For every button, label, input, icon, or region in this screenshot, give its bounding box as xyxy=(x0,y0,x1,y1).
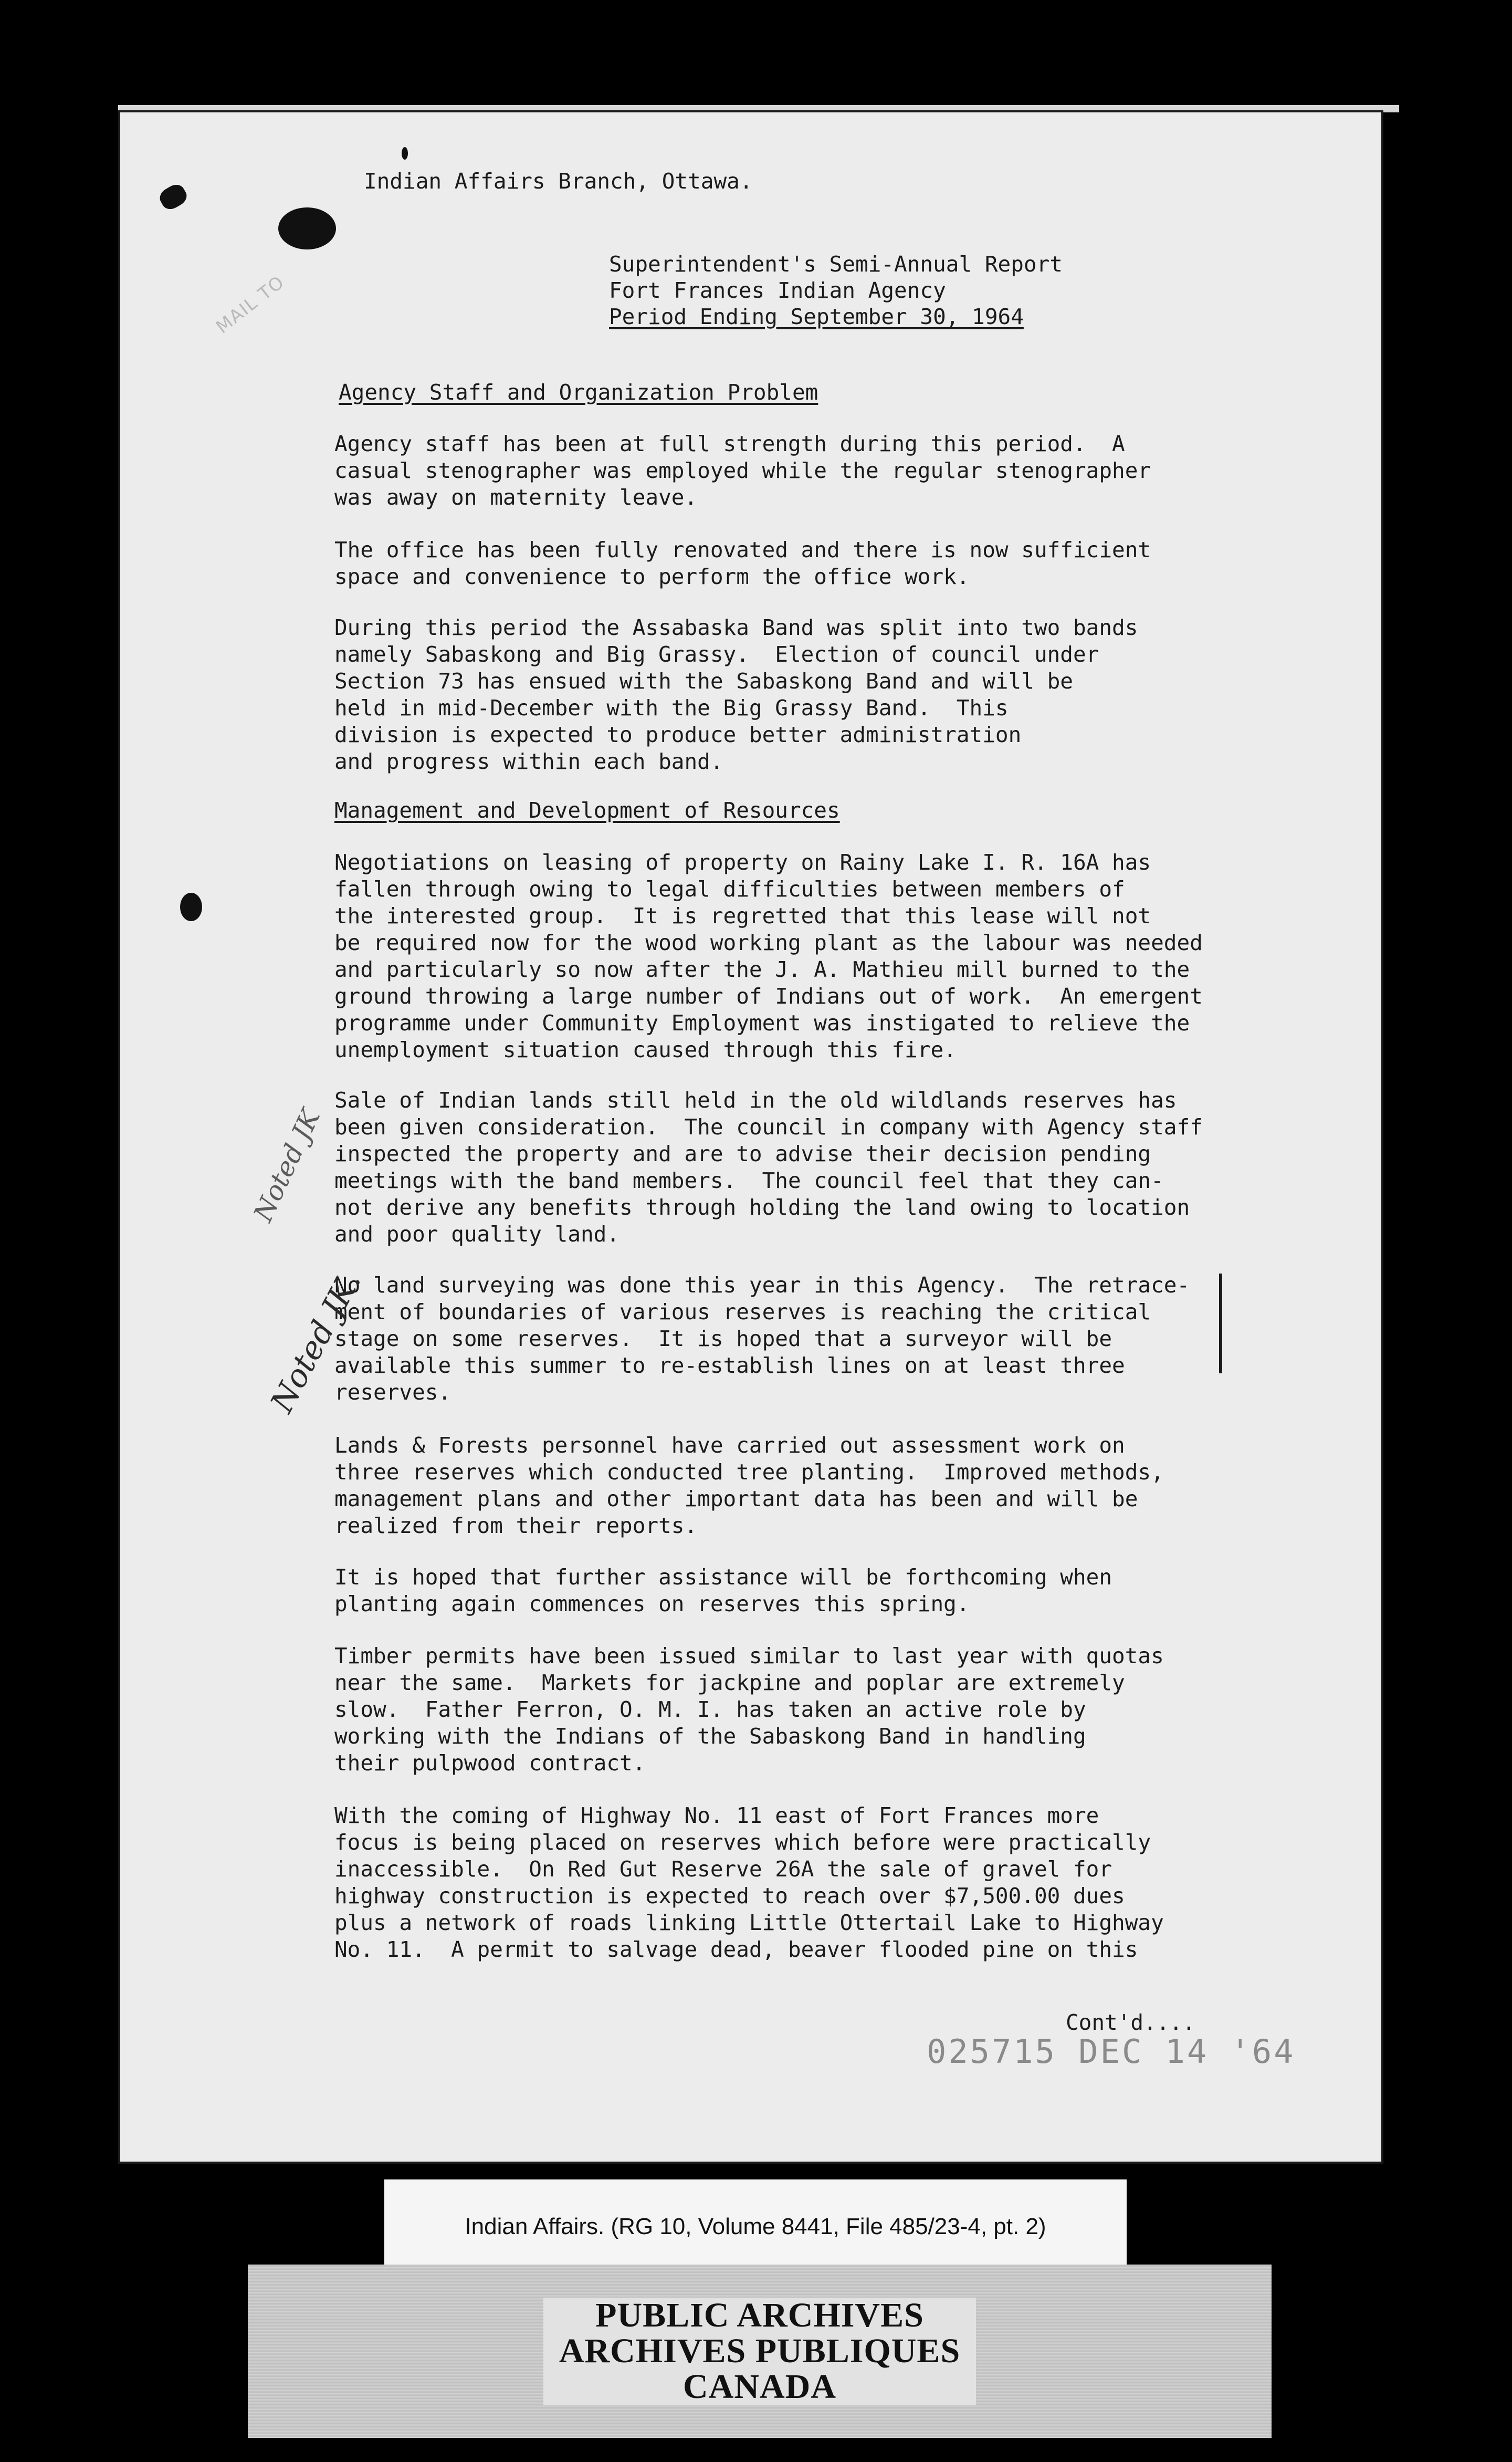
paragraph-line: ground throwing a large number of Indians out of work. An emergent xyxy=(334,984,1203,1009)
paragraph-line: Agency staff has been at full strength during this period. A xyxy=(334,431,1125,456)
paragraph-line: available this summer to re-establish lines on at least three xyxy=(334,1353,1125,1378)
paragraph-line: space and convenience to perform the office work. xyxy=(334,564,970,589)
paragraph-line: highway construction is expected to reach over $7,500.00 dues xyxy=(334,1883,1125,1908)
archive-caption: Indian Affairs. (RG 10, Volume 8441, File 485/23-4, pt. 2) xyxy=(384,2179,1127,2274)
paragraph-line: meetings with the band members. The council feel that they can- xyxy=(334,1168,1164,1193)
report-period: Period Ending September 30, 1964 xyxy=(609,304,1024,329)
handwritten-note: Noted JK xyxy=(247,1104,327,1226)
paragraph-line: planting again commences on reserves this spring. xyxy=(334,1591,970,1616)
paragraph-line: and poor quality land. xyxy=(334,1222,620,1247)
paragraph-line: working with the Indians of the Sabaskong Band in handling xyxy=(334,1724,1086,1749)
paragraph-line: With the coming of Highway No. 11 east of Fort Frances more xyxy=(334,1803,1099,1828)
paragraph xyxy=(334,1802,1311,1963)
paragraph-line: During this period the Assabaska Band was split into two bands xyxy=(334,615,1138,640)
punch-hole xyxy=(180,893,202,921)
archives-line: PUBLIC ARCHIVES xyxy=(595,2296,924,2334)
paragraph-line: was away on maternity leave. xyxy=(334,485,698,510)
paragraph xyxy=(334,537,1311,590)
paragraph-line: management plans and other important data has been and will be xyxy=(334,1486,1138,1511)
paragraph-line: been given consideration. The council in company with Agency staff xyxy=(334,1114,1203,1140)
paragraph xyxy=(334,1087,1311,1248)
paragraph-line: reserves. xyxy=(334,1380,452,1405)
paragraph-line: the interested group. It is regretted that this lease will not xyxy=(334,903,1151,929)
paragraph-line: inaccessible. On Red Gut Reserve 26A the sale of gravel for xyxy=(334,1856,1112,1882)
ink-dot xyxy=(402,147,408,160)
section-heading-resources: Management and Development of Resources xyxy=(334,798,840,823)
paragraph-line: near the same. Markets for jackpine and poplar are extremely xyxy=(334,1670,1125,1695)
paragraph-line: ment of boundaries of various reserves is reaching the critical xyxy=(334,1299,1151,1324)
received-stamp: 025715 DEC 14 '64 xyxy=(927,2032,1296,2071)
paragraph-line: Timber permits have been issued similar to last year with quotas xyxy=(334,1643,1164,1668)
paragraph-line: casual stenographer was employed while the regular stenographer xyxy=(334,458,1151,483)
paragraph-line: their pulpwood contract. xyxy=(334,1750,646,1776)
archives-line: ARCHIVES PUBLIQUES xyxy=(559,2332,961,2370)
paragraph-line: division is expected to produce better administration xyxy=(334,722,1022,747)
archives-line: CANADA xyxy=(683,2367,836,2406)
paragraph xyxy=(334,1564,1311,1618)
paragraph-line: Sale of Indian lands still held in the old wildlands reserves has xyxy=(334,1088,1177,1113)
paragraph-line: No. 11. A permit to salvage dead, beaver flooded pine on this xyxy=(334,1937,1138,1962)
paragraph-line: unemployment situation caused through this fire. xyxy=(334,1037,957,1062)
paragraph xyxy=(334,431,1311,511)
paragraph-line: be required now for the wood working plant as the labour was needed xyxy=(334,930,1203,955)
paragraph-line: slow. Father Ferron, O. M. I. has taken an active role by xyxy=(334,1697,1086,1722)
paragraph-line: and particularly so now after the J. A. Mathieu mill burned to the xyxy=(334,957,1190,982)
paragraph-line: inspected the property and are to advise their decision pending xyxy=(334,1141,1151,1166)
margin-bar xyxy=(1219,1274,1222,1373)
paragraph-line: held in mid-December with the Big Grassy Band. This xyxy=(334,695,1009,721)
paragraph-line: plus a network of roads linking Little Ottertail Lake to Highway xyxy=(334,1910,1164,1935)
paragraph xyxy=(334,614,1311,775)
handwritten-note: Noted JK. xyxy=(263,1265,369,1419)
ghost-stamp: MAIL TO xyxy=(212,271,289,338)
ink-blot xyxy=(278,207,336,249)
paragraph-line: programme under Community Employment was instigated to relieve the xyxy=(334,1010,1190,1036)
paragraph-line: It is hoped that further assistance will be forthcoming when xyxy=(334,1564,1112,1590)
paragraph-line: focus is being placed on reserves which before were practically xyxy=(334,1830,1151,1855)
paragraph-line: not derive any benefits through holding the land owing to location xyxy=(334,1195,1190,1220)
section-heading-staff: Agency Staff and Organization Problem xyxy=(339,380,818,405)
continued-note: Cont'd.... xyxy=(1066,2010,1195,2035)
paragraph xyxy=(334,1432,1311,1539)
paragraph-line: fallen through owing to legal difficulties between members of xyxy=(334,877,1125,902)
paragraph xyxy=(334,849,1311,1063)
paragraph-line: namely Sabaskong and Big Grassy. Election of council under xyxy=(334,642,1099,667)
paragraph-line: realized from their reports. xyxy=(334,1513,698,1538)
address-line: Indian Affairs Branch, Ottawa. xyxy=(364,169,753,194)
paragraph-line: The office has been fully renovated and there is now sufficient xyxy=(334,537,1151,562)
report-title: Superintendent's Semi-Annual Report xyxy=(609,252,1063,277)
paragraph-line: Negotiations on leasing of property on Rainy Lake I. R. 16A has xyxy=(334,850,1151,875)
paragraph-line: three reserves which conducted tree planting. Improved methods, xyxy=(334,1459,1164,1485)
archives-stamp xyxy=(248,2265,1272,2438)
paragraph xyxy=(334,1272,1311,1406)
agency-name: Fort Frances Indian Agency xyxy=(609,278,946,303)
paragraph-line: No land surveying was done this year in this Agency. The retrace- xyxy=(334,1272,1190,1298)
paragraph-line: and progress within each band. xyxy=(334,749,723,774)
paragraph xyxy=(334,1643,1311,1777)
paragraph-line: Section 73 has ensued with the Sabaskong Band and will be xyxy=(334,669,1073,694)
paragraph-line: Lands & Forests personnel have carried out assessment work on xyxy=(334,1433,1125,1458)
paragraph-line: stage on some reserves. It is hoped that a surveyor will be xyxy=(334,1326,1112,1351)
